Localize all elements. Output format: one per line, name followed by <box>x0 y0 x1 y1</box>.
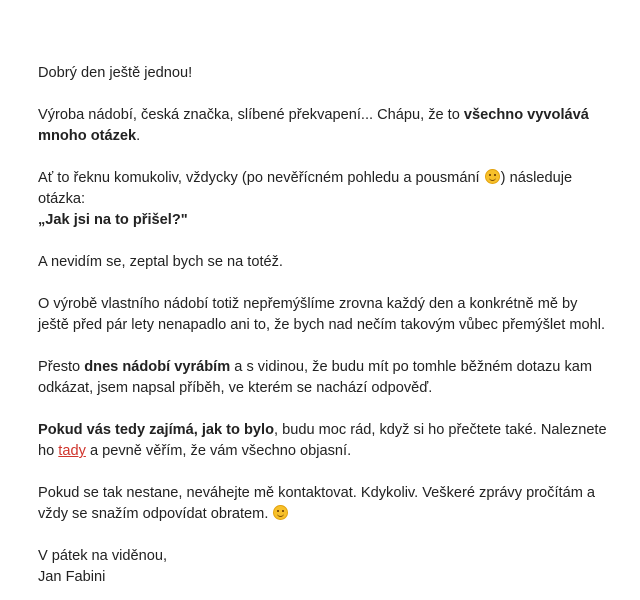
paragraph-intro <box>38 105 612 147</box>
paragraph-link <box>38 420 612 462</box>
greeting: Dobrý den ještě jednou! <box>38 65 193 81</box>
paragraph-text: . <box>136 128 141 144</box>
paragraph-same: A nevidím se, zeptal bych se na totéž. <box>38 254 283 270</box>
closing-text: V pátek na viděnou, <box>38 548 168 564</box>
emphasis-text: všechno vyvolává mnoho otázek <box>38 107 589 144</box>
paragraph-text: Pokud se tak nestane, neváhejte mě kontaktovat. Kdykoliv. Veškeré zprávy pročítám a vždy se snažím odpovídat obratem. <box>38 485 596 522</box>
paragraph-text: a pevně věřím, že vám všechno objasní. <box>85 443 352 459</box>
paragraph-text: ) následuje otázka: <box>38 170 573 207</box>
story-link[interactable]: tady <box>58 443 86 459</box>
emphasis-text: „Jak jsi na to přišel?" <box>38 212 188 228</box>
smiling-face-icon <box>273 505 288 520</box>
paragraph-story <box>38 357 612 399</box>
paragraph-contact <box>38 483 612 525</box>
emphasis-text: Pokud vás tedy zajímá, jak to bylo <box>38 422 275 438</box>
emphasis-text: dnes nádobí vyrábím <box>84 359 231 375</box>
paragraph-text: Výroba nádobí, česká značka, slíbené překvapení... Chápu, že to <box>38 107 464 123</box>
smiling-face-icon <box>485 169 500 184</box>
paragraph-text: a s vidinou, že budu mít po tomhle běžném dotazu kam odkázat, jsem napsal příběh, ve kterém se nachází odpověď. <box>38 359 593 396</box>
paragraph-text: Ať to řeknu komukoliv, vždycky (po nevěřícném pohledu a pousmání <box>38 170 484 186</box>
paragraph-question <box>38 168 612 231</box>
paragraph-explanation: O výrobě vlastního nádobí totiž nepřemýšlíme zrovna každý den a konkrétně mě by ještě před pár lety nenapadlo ani to, že bych nad nečím takovým vůbec přemýšlet mohl. <box>38 296 606 333</box>
signature: Jan Fabini <box>38 569 106 585</box>
signoff <box>38 546 612 588</box>
paragraph-text: Přesto <box>38 359 85 375</box>
paragraph-text: , budu moc rád, když si ho přečtete také. Naleznete ho <box>38 422 607 459</box>
